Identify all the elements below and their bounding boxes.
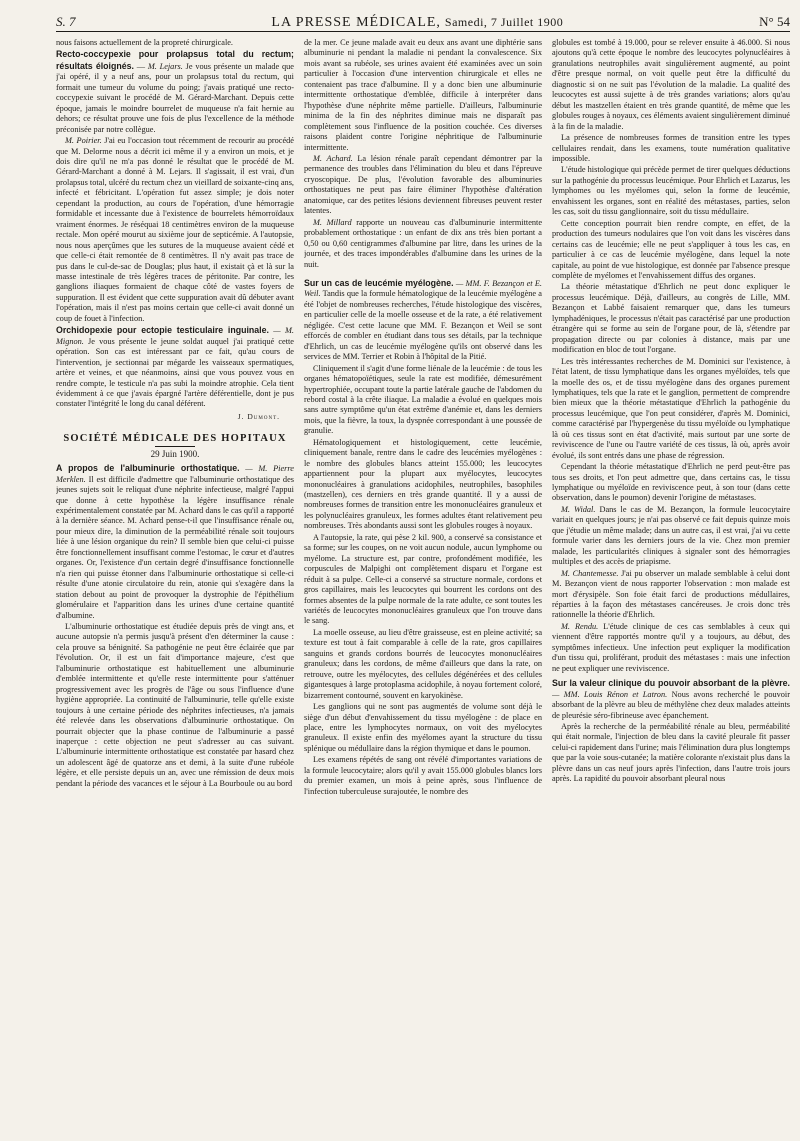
speaker-name: M. Chantemesse. (561, 568, 619, 578)
speaker-name: — MM. F. Bezançon et E. Weil. (304, 278, 542, 299)
page-header (56, 0, 790, 32)
paragraph: Cependant la théorie métastatique d'Ehrlich ne perd peut-être pas tous ses droits, et l'on peut admettre que, dans certains cas, le tissu lymphatique ou myéloïde en reviviscence peut, à son tour (dans cette observation, dans le poumon) devenir l'origine de métastases. (552, 462, 790, 503)
article-heading (304, 278, 542, 363)
page-folio: S. 7 (56, 14, 76, 29)
article-title: A propos de l'albuminurie orthostatique. (56, 463, 240, 474)
speaker-name: M. Lejars. (147, 61, 183, 71)
paragraph: L'albuminurie orthostatique est étudiée depuis près de vingt ans, et aucune autopsie n'a permis jusqu'à présent d'en déterminer la cause : cela prouve sa bénignité. Sa pathogénie ne peut être éclairée que par l'évolution. Or, il est un fait d'importance majeure, c'est que l'albuminurie orthostatique est habituellement une albuminurie d'emblée intermittente et qu'elle reste intermittente pour s'atténuer progressivement avec les progrès de l'âge ou sous l'influence d'une hygiène appropriée. La continuité de l'albuminurie, telle qu'elle existe toujours à une certaine période des néphrites infectieuses, n'a jamais été relevée dans les observations d'albuminurie orthostatique. On pourrait objecter que la phase continue de l'albuminurie a passé inaperçue : cette objection ne peut s'adresser au cas suivant. L'albuminurie intermittente orthostatique est constatée par hasard chez un adolescent âgé de quatorze ans et demi, à la suite d'une rubéole légère, et elle persiste depuis un an, avec une rémission de deux mois pendant la période des vacances et le séjour à La Bourboule ou au bord (56, 622, 294, 788)
paragraph (552, 505, 790, 568)
article-columns (56, 38, 790, 1134)
paragraph (304, 218, 542, 270)
speaker-name: M. Rendu. (561, 621, 599, 631)
paragraph (56, 136, 294, 324)
paragraph: La moelle osseuse, au lieu d'être graisseuse, est en pleine activité; sa texture est tout à fait comparable à celle de la rate, gros capillaires sanguins et grands cordons bourrés de leucocytes mononucléaires granuleux; dans les cordons, de même d'ailleurs que dans la rate, on retrouve, outre les myélocytes, des cellules dégénérées et des cellules gigantesques à large protoplasma acidophile, à noyau fortement coloré, bizarrement contourné, souvent en karyokinèse. (304, 627, 542, 700)
paragraph-text: Nous avons recherché le pouvoir absorbant de la plèvre au bleu de méthylène chez deux malades atteints de pleurésie séro-fibrineuse avec épanchement. (552, 689, 790, 720)
speaker-name: — M. Pierre Merklen. (56, 464, 294, 484)
article-title: Orchidopexie pour ectopie testiculaire inguinale. (56, 325, 269, 336)
article-title: Sur la valeur clinique du pouvoir absorbant de la plèvre. (552, 678, 790, 689)
paragraph: La présence de nombreuses formes de transition entre les types cellulaires rendait, dans les examens, toute numération qualitative impossible. (552, 133, 790, 163)
paragraph: nous faisons actuellement de la propreté chirurgicale. (56, 38, 234, 47)
column-1 (56, 38, 294, 1134)
paragraph: L'étude histologique qui précède permet de tirer quelques déductions sur la pathogénie du processus leucémique. Pour Ehrlich et Lazarus, les lymphomes ou les myélomes qui, selon la forme de leucémie, envahissent les organes, sont en réalité des métastases, parties, selon les cas, soit du tissu ganglionnaire, soit du tissu médullaire. (552, 165, 790, 217)
section-date: 29 Juin 1900. (150, 448, 200, 459)
paragraph: Cette conception pourrait bien rendre compte, en effet, de la production des tumeurs nodulaires que l'on voit dans les viscères dans certains cas de leucémie; elle ne peut s'appliquer à tous les cas, en particulier à ce cas de leucémie myélogène, dans lequel la note capitale, au point de vue histologique, est donnée par l'absence presque complète de myélomes et l'envahissement diffus des organes. (552, 218, 790, 280)
masthead (271, 15, 563, 31)
issue-number: N° 54 (759, 14, 790, 29)
column-2 (304, 38, 542, 1134)
paragraph-text: Je vous présente le jeune soldat auquel j'ai pratiqué cette opération. Son cas est intéressant par ce fait, qu'au cours de l'intervention, je sectionnai par mégarde les vaisseaux spermatiques, artère et veines, et que néanmoins, ainsi que vous pouvez vous en rendre compte, le testicule n'a pas subi la moindre atrophie. Cela tient évidemment à ce que j'avais épargné l'artère déférentielle, dont je pus constater l'intégrité le long du canal déférent. (56, 336, 294, 409)
speaker-name: M. Poirier. (65, 136, 102, 146)
paragraph: Hématologiquement et histologiquement, cette leucémie, cliniquement banale, rentre dans le cadre des leucémies myélogènes : le nombre des globules blancs atteint 155.000; les leucocytes appartiennent pour la plupart aux myélocytes, leucocytes mononucléaires à granulations acidophiles, neutrophiles, basophiles (mastzellen), ces derniers en très grande quantité. Il y a aussi de nombreuses formes de transition entre les mononucléaires granuleux et les polynucléaires granuleux, les formes adultes étant relativement peu nombreuses. Très abondants aussi sont les globules rouges à noyaux. (304, 437, 542, 531)
speaker-name: M. Achard. (313, 153, 353, 163)
paragraph (552, 569, 790, 621)
paragraph-text: rapporte un nouveau cas d'albuminurie intermittente probablement orthostatique : un enfant de dix ans très bien portant a 0,50 ou 0,60 centigrammes d'albumine par litre, dans les urines de la journée, et des traces impondérables d'albumine dans les urines de la nuit. (304, 217, 542, 269)
paragraph-text: Tandis que la formule hématologique de la leucémie myélogène a été l'objet de nombreuses recherches, l'étude histologique des viscères, en particulier celle de la moelle osseuse et de la rate, a été relativement négligée. C'est cette lacune que MM. F. Bezançon et Weil se sont efforcés de combler en étudiant dans tous ses détails, par la technique d'Ehrlich, un cas de leucémie myélogène qu'ils ont observé dans les services de MM. Terrier et Robin à l'hôpital de la Pitié. (304, 289, 542, 362)
paragraph-text: J'ai pu observer un malade semblable à celui dont M. Bezançon vient de nous rapporter l'observation : mon malade est mort d'érysipèle. Son foie était farci de productions médullaires, réparties à la façon des métastases cancéreuses. Je crois donc très rationnelle la théorie d'Ehrlich. (552, 568, 790, 620)
paragraph: de la mer. Ce jeune malade avait eu deux ans avant une diphtérie sans albuminurie ni pendant la maladie ni pendant la convalescence. Six mois avant sa rubéole, ses urines avaient été examinées avec un soin particulier à l'occasion d'une intervention chirurgicale et elles ne contenaient pas trace d'albumine. Il y a donc bien une albuminurie intermittente orthostatique d'emblée, difficile à interpréter dans l'hypothèse d'une néphrite même partielle. D'ailleurs, l'albuminurie minima de la fin des néphrites diminue mais ne disparaît pas complètement sous l'influence de la position couchée. Ces diverses raisons plaident contre l'origine néphritique de l'albuminurie intermittente. (304, 38, 542, 152)
divider (155, 446, 195, 447)
paragraph-text: Dans le cas de M. Bezançon, la formule leucocytaire variait en quelques jours; je n'ai pas observé ce fait depuis quinze mois que j'étudie un même malade; dans un autre cas, il est vrai, j'ai vu cette formule varier dans les derniers jours de la vie. Chez mon premier malade, les particularités cliniques à signaler sont des hémorragies multiples et des accès de priapisme. (552, 504, 790, 567)
paragraph (552, 622, 790, 674)
paragraph: La théorie métastatique d'Ehrlich ne peut donc expliquer le processus leucémique. Déjà, d'ailleurs, au congrès de Lille, MM. Bezançon et Labbé faisaient remarquer que, dans les tumeurs lymphadéniques, le processus n'était pas caractérisé par une production étrangère qui se forme au sein de l'organe pour, de là, s'étendre par propagation directe ou par colonies à distance, mais par une modification en bloc de tout l'organe. (552, 282, 790, 355)
paragraph: A l'autopsie, la rate, qui pèse 2 kil. 900, a conservé sa consistance et sa forme; sur les coupes, on ne voit aucun nodule, aucun lymphome ou myélome. La structure est, par contre, profondément modifiée, les corpuscules de Malpighi ont complètement disparu et l'organe est réduit à sa pulpe. Celle-ci a conservé sa structure normale, cordons et gros capillaires, mais les leucocytes qui bourrent les cordons ont des formes absentes de la pulpe normale de la rate adulte, ce sont toutes les variétés de leucocytes mononucléaires granuleux que l'on trouve dans le sang. (304, 532, 542, 626)
speaker-name: — M. Mignon. (56, 326, 294, 346)
section-title: SOCIÉTÉ MÉDICALE DES HOPITAUX (63, 433, 287, 445)
issue-date: Samedi, 7 Juillet 1900 (444, 15, 564, 29)
paragraph-text: Il est difficile d'admettre que l'albuminurie orthostatique des jeunes sujets soit le reliquat d'une néphrite infectieuse, malgré l'appui que donne à cette hypothèse la légère insuffisance rénale expérimentalement constatée par M. Achard dans le cas qu'il a rapporté à la dernière séance. M. Achard pense-t-il que l'insuffisance rénale ou, pour mieux dire, la diminution de la perméabilité rénale soit toujours liée à une lésion organique du rein? Il semble bien que celui-ci puisse être fonctionnellement insuffisant comme l'estomac, le cœur et d'autres organes. Or, l'existence d'un certain degré d'insuffisance fonctionnelle n'a rien qui puisse étonner dans l'albuminurie orthostatique si celle-ci résulte d'une atonie circulatoire du rein, atonie qui s'exagère dans la station debout au point de provoquer la dystrophie de l'épithélium glomérulaire et l'apparition dans les urines d'une certaine quantité d'albumine. (56, 474, 294, 620)
paragraph: Après la recherche de la perméabilité rénale au bleu, perméabilité qui était normale, l'injection de bleu dans la cavité pleurale fit passer celui-ci rapidement dans l'urine; mais l'élimination dura plus longtemps que par la voie sous-cutanée; la matière colorante n'existait plus dans la plèvre dans un cas neuf jours après l'infection, dans l'autre trois jours après. La rapidité du pouvoir absorbant pleural nous (552, 722, 790, 784)
speaker-name: M. Widal. (561, 504, 596, 514)
article-title: Sur un cas de leucémie myélogène. (304, 277, 454, 288)
column-3 (552, 38, 790, 1134)
article-title: Recto-coccypexie pour prolapsus total du rectum; résultats éloignés. (56, 49, 294, 71)
paragraph (304, 154, 542, 217)
speaker-name: M. Millard (313, 217, 352, 227)
paragraph-text: J'ai eu l'occasion tout récemment de recourir au procédé que M. Delorme nous a décrit ici même il y a environ un mois, et je dois dire qu'il ne m'a pas donné le résultat que le procédé de M. Gérard-Marchant a donné à M. Lejars. Il s'agissait, il est vrai, d'un prolapsus total, ulcéré du rectum chez un vieillard de soixante-cinq ans, infecté et fébricitant. L'opération fut assez simple; je dois noter cependant la production, au cours de l'opération, d'une hémorragie formidable et incessante due à l'existence de bourrelets hémorroïdaux vraiment énormes. Je réséquai 18 centimètres environ de la muqueuse rectale. Mon opéré mourut au sixième jour de septicémie. A l'autopsie, nous nous aperçûmes que les sutures de la muqueuse avaient cédé et que celle-ci était remontée de 8 centimètres. Il n'y avait pas trace de pus dans le cul-de-sac de Douglas; plus haut, il existait çà et là sur la masse intestinale de très légères traces de péritonite. Par contre, les ganglions iliaques formaient de chaque côté de vastes foyers de suppuration. Il est évident que cette suppuration avait dû débuter avant l'opération, mais il n'est pas moins certain que celle-ci avait donné un coup de fouet à l'infection. (56, 136, 294, 323)
journal-title: LA PRESSE MÉDICALE, (271, 15, 441, 30)
paragraph: Les examens répétés de sang ont révélé d'importantes variations de la formule leucocytaire; alors qu'il y avait 155.000 globules blancs lors du premier examen, un mois à peine après, sous l'influence de l'infection tuberculeuse surajoutée, le nombre des (304, 755, 542, 796)
paragraph: Les très intéressantes recherches de M. Dominici sur l'existence, à l'état latent, de tissu lymphatique dans les organes myéloïdes, tels que la moelle des os, et de tissu myélogène dans des organes purement lymphatiques, tels que la rate et le ganglion, permettent de comprendre bien mieux que la théorie métastatique d'Ehrlich la pathogénie du processus leucémique, que l'on peut considérer, d'après M. Dominici, comme caractérisé par l'hypergenèse du tissu myéloïde ou lymphatique là où ces tissus sont en état d'activité, mais surtout par une sorte de reviviscence de l'une ou l'autre variété de ces tissus, là où, après avoir évolué, ils sont entrés dans une phase de régression. (552, 356, 790, 460)
article-heading (552, 678, 790, 721)
article-heading (56, 463, 294, 621)
paragraph-text: L'étude clinique de ces cas semblables à ceux qui viennent d'être rapportés montre qu'il y a toujours, au début, des symptômes infectieux. Une infection peut expliquer la modification d'un tissu qui, proliférant, produit des métastases : mais une infection ne peut expliquer une reviviscence. (552, 621, 790, 673)
article-heading (56, 325, 294, 410)
paragraph: Les ganglions qui ne sont pas augmentés de volume sont déjà le siège d'un début d'envahissement du tissu myélogène : de place en place, entre les lymphocytes normaux, on voit des myélocytes granuleux. Il existe enfin des myélomes ayant la structure du tissu splénique ou médullaire dans la région thymique et dans le poumon. (304, 702, 542, 753)
signature: J. Dumont. (237, 411, 280, 421)
paragraph: Je vous présente un malade que j'ai opéré, il y a neuf ans, pour un prolapsus total du rectum, qui formait une tumeur du volume du poing; j'avais pratiqué une recto-coccypexie suivant le procédé de M. Gérard-Marchant. Depuis cette époque, jamais le moindre bourrelet de muqueuse n'a fait hernie au dehors; ce résultat prouve une fois de plus l'excellence de la méthode préconisée par notre collègue. (56, 61, 294, 134)
article-heading: Recto-coccypexie pour prolapsus total du rectum; résultats éloignés. — M. Lejars. Je vous présente un malade que j'ai opéré, il y a neuf ans, pour un prolapsus total du rectum, qui formait une tumeur du volume du poing; j'avais pratiqué une recto-coccypexie suivant le procédé de M. Gérard-Marchant. Depuis cette époque, jamais le moindre bourrelet de muqueuse n'a fait hernie au dehors; ce résultat prouve une fois de plus l'excellence de la méthode préconisée par notre collègue. (56, 49, 294, 134)
speaker-name: — MM. Louis Rénon et Latron. (552, 689, 668, 699)
paragraph-text: La lésion rénale paraît cependant démontrer par la permanence des troubles dans l'élimination du bleu et dans l'épreuve cryoscopique. De plus, l'évolution favorable des albuminuries orthostatiques ne peut pas faire éliminer l'hypothèse d'altération anatomique, car des petites lésions deviennent fibreuses peuvent rester latentes. (304, 153, 542, 216)
paragraph: globules est tombé à 19.000, pour se relever ensuite à 46.000. Si nous ajoutons qu'à cette époque le nombre des leucocytes polynucléaires à granulations neutrophiles avait singulièrement augmenté, au point d'être presque normal, on voit quelle peut être la difficulté du diagnostic si on ne suit pas l'évolution de la maladie. La qualité des leucocytes est aussi sujette à de très grandes variations; alors qu'au début les mastzellen étaient en très grande quantité, de même que les globules rouges à noyaux, ces éléments avaient singulièrement diminué à la fin de la maladie. (552, 38, 790, 131)
paragraph: Cliniquement il s'agit d'une forme liénale de la leucémie : de tous les organes hématopoïétiques, seule la rate est modifiée, démesurément hypertrophiée, occupant toute la partie latérale gauche de l'abdomen du rebord costal à la crête iliaque. La maladie a évolué en quelques mois sans autre symptôme qu'un état extrême d'anémie et, dans les derniers mois, que la fièvre, la toux, la dyspnée correspondant à une poussée de granulie. (304, 363, 542, 436)
